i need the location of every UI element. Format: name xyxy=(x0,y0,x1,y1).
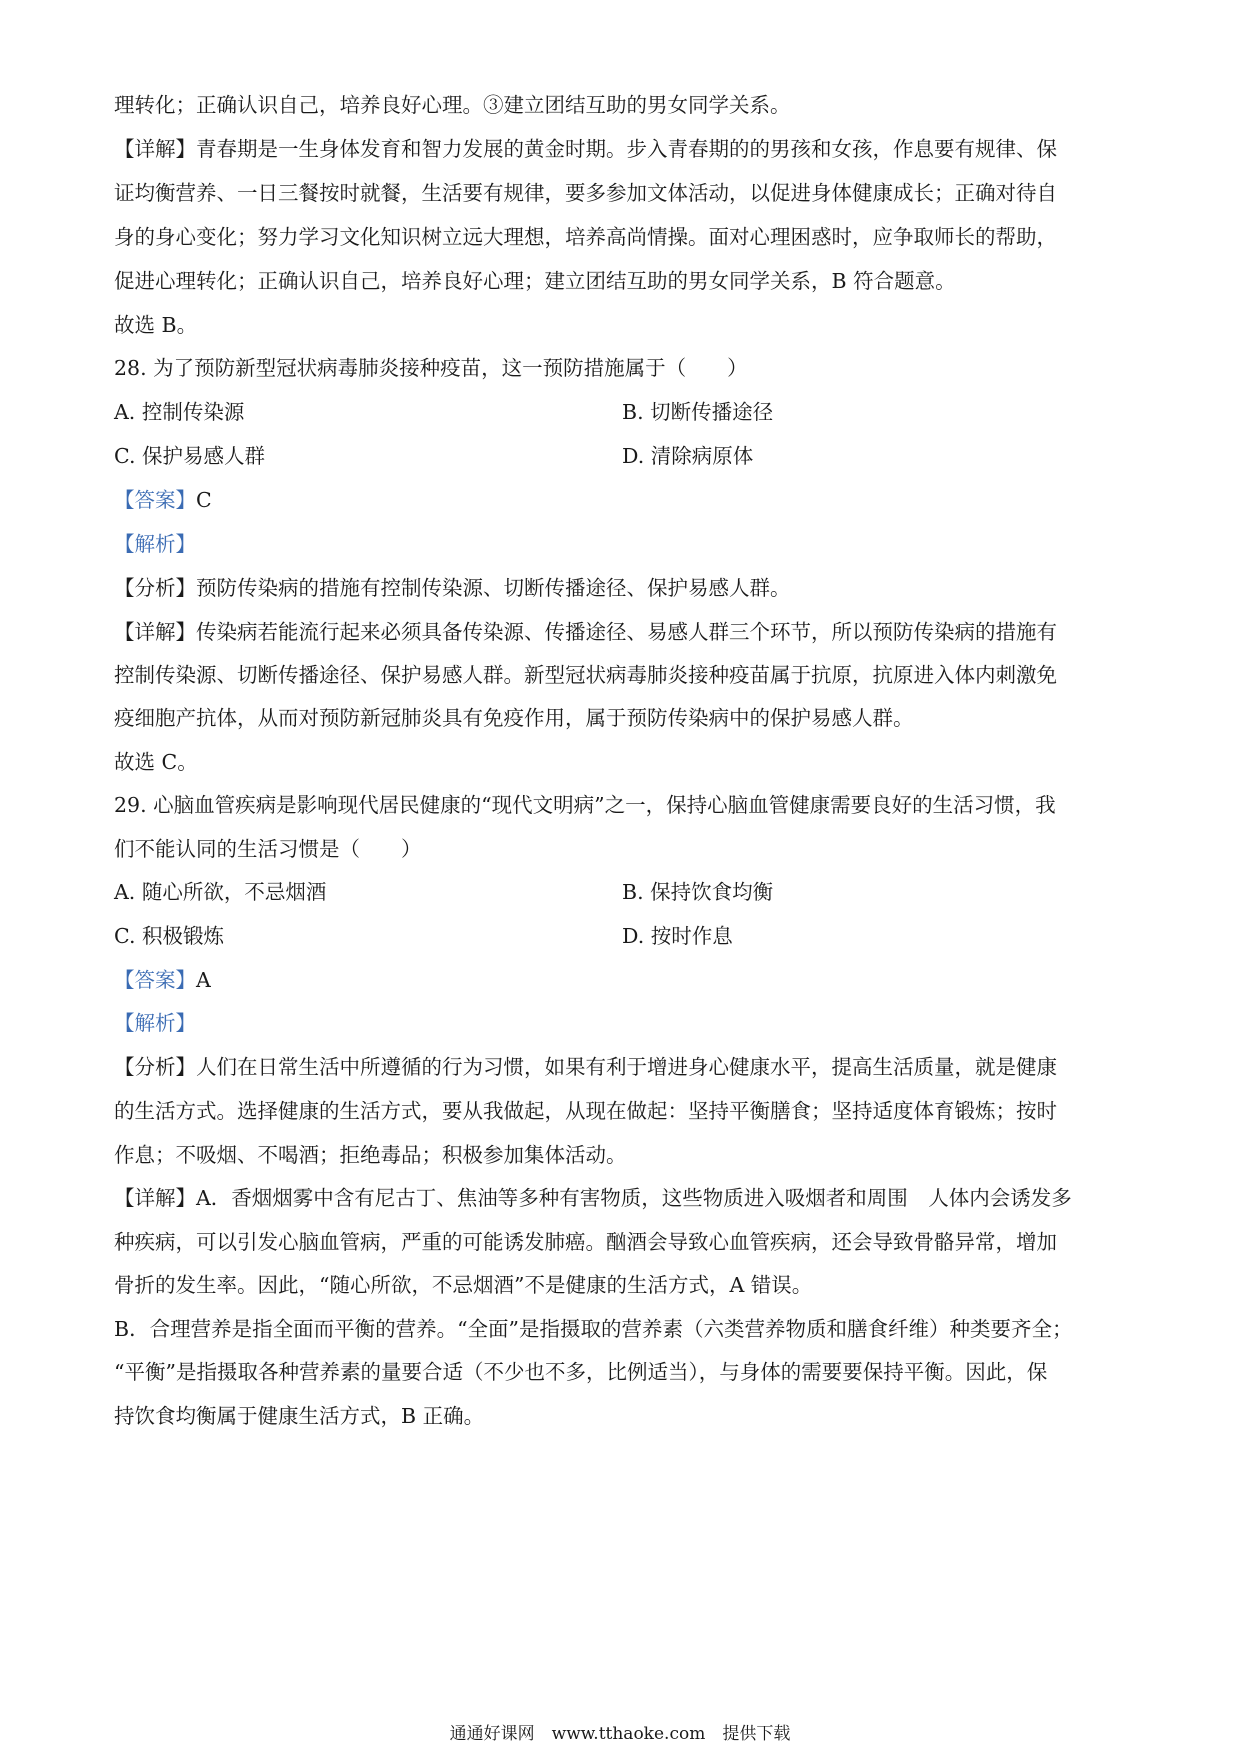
answer-tag: 【答案】 xyxy=(114,488,196,512)
text-line: 促进心理转化；正确认识自己，培养良好心理；建立团结互助的男女同学关系，B 符合题意。 xyxy=(114,269,956,293)
text-line: 理转化；正确认识自己，培养良好心理。③建立团结互助的男女同学关系。 xyxy=(114,93,791,117)
q29-option-c: C. 积极锻炼 xyxy=(114,924,224,948)
text-line: 疫细胞产抗体，从而对预防新冠肺炎具有免疫作用，属于预防传染病中的保护易感人群。 xyxy=(114,706,914,730)
q29-detail: 【详解】A．香烟烟雾中含有尼古丁、焦油等多种有害物质，这些物质进入吸烟者和周围 人体内会诱发多 xyxy=(114,1186,1072,1210)
q29-option-a: A. 随心所欲，不忌烟酒 xyxy=(114,880,327,904)
text-line: 种疾病，可以引发心脑血管病，严重的可能诱发肺癌。酗酒会导致心血管疾病，还会导致骨骼异常，增加 xyxy=(114,1230,1057,1254)
q28-detail: 【详解】传染病若能流行起来必须具备传染源、传播途径、易感人群三个环节，所以预防传染病的措施有 xyxy=(114,620,1057,644)
q29-analysis: 【分析】人们在日常生活中所遵循的行为习惯，如果有利于增进身心健康水平，提高生活质量，就是健康 xyxy=(114,1055,1057,1079)
q28-jiexi-tag: 【解析】 xyxy=(114,532,196,556)
q28-option-a: A. 控制传染源 xyxy=(114,400,245,424)
q29-option-d: D. 按时作息 xyxy=(622,924,733,948)
q28-answer: 【答案】C xyxy=(114,488,212,512)
text-line: 的生活方式。选择健康的生活方式，要从我做起，从现在做起：坚持平衡膳食；坚持适度体育锻炼；按时 xyxy=(114,1099,1057,1123)
text-line: 骨折的发生率。因此，“随心所欲，不忌烟酒”不是健康的生活方式，A 错误。 xyxy=(114,1273,813,1297)
text-line: 【详解】青春期是一生身体发育和智力发展的黄金时期。步入青春期的的男孩和女孩，作息要有规律、保 xyxy=(114,137,1057,161)
page-footer: 通通好课网 www.tthaoke.com 提供下载 xyxy=(449,1724,791,1744)
text-line: 身的身心变化；努力学习文化知识树立远大理想，培养高尚情操。面对心理困惑时，应争取师长的帮助， xyxy=(114,225,1057,249)
q29-option-b: B. 保持饮食均衡 xyxy=(622,880,774,904)
q28-option-d: D. 清除病原体 xyxy=(622,444,754,468)
text-line: 控制传染源、切断传播途径、保护易感人群。新型冠状病毒肺炎接种疫苗属于抗原，抗原进入体内刺激免 xyxy=(114,663,1057,687)
q28-option-c: C. 保护易感人群 xyxy=(114,444,265,468)
choose-line: 故选 B。 xyxy=(114,313,198,337)
q29-answer: 【答案】A xyxy=(114,968,211,992)
question-28-stem: 28. 为了预防新型冠状病毒肺炎接种疫苗，这一预防措施属于（ ） xyxy=(114,356,748,380)
text-line: “平衡”是指摄取各种营养素的量要合适（不少也不多，比例适当），与身体的需要要保持平衡。因此，保 xyxy=(114,1360,1048,1384)
question-29-stem: 们不能认同的生活习惯是（ ） xyxy=(114,837,422,861)
q28-analysis: 【分析】预防传染病的措施有控制传染源、切断传播途径、保护易感人群。 xyxy=(114,576,791,600)
q29-jiexi-tag: 【解析】 xyxy=(114,1011,196,1035)
text-line: 作息；不吸烟、不喝酒；拒绝毒品；积极参加集体活动。 xyxy=(114,1143,627,1167)
detail-tag: 【详解】 xyxy=(114,137,196,161)
question-29-stem: 29. 心脑血管疾病是影响现代居民健康的“现代文明病”之一，保持心脑血管健康需要良好的生活习惯，我 xyxy=(114,793,1056,817)
text-line: B．合理营养是指全面而平衡的营养。“全面”是指摄取的营养素（六类营养物质和膳食纤维）种类要齐全； xyxy=(114,1317,1073,1341)
answer-tag: 【答案】 xyxy=(114,968,196,992)
text-line: 证均衡营养、一日三餐按时就餐，生活要有规律，要多参加文体活动，以促进身体健康成长；正确对待自 xyxy=(114,181,1057,205)
text-line: 持饮食均衡属于健康生活方式，B 正确。 xyxy=(114,1404,485,1428)
choose-line: 故选 C。 xyxy=(114,750,198,774)
q28-option-b: B. 切断传播途径 xyxy=(622,400,774,424)
